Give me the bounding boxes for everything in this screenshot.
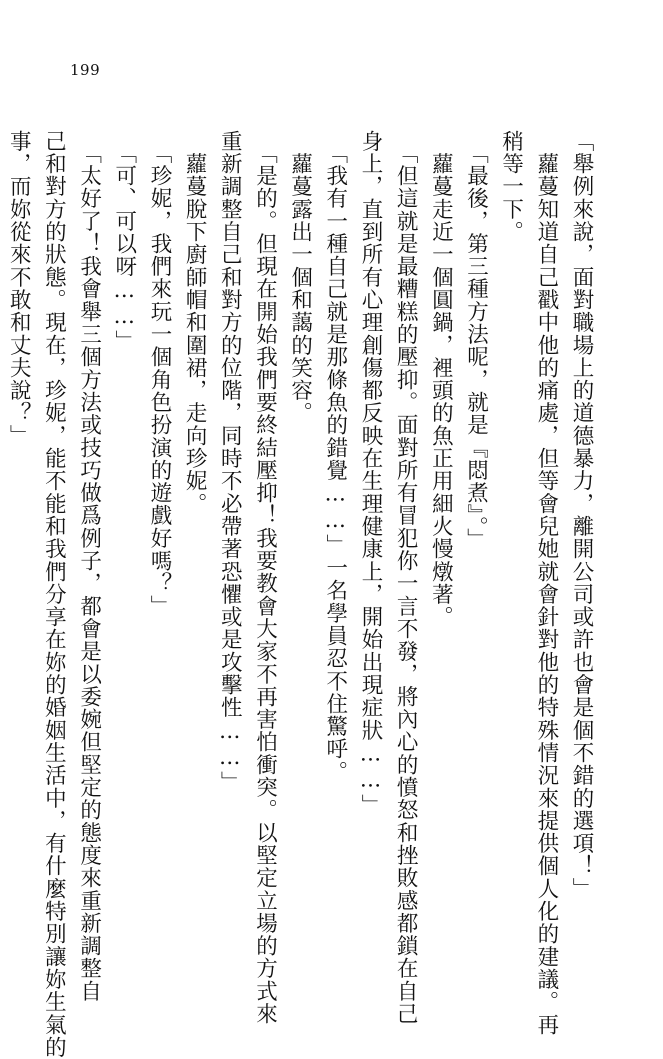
text-line: 身上，直到所有心理創傷都反映在生理健康上，開始出現症狀……」 bbox=[357, 130, 383, 817]
text-line: 「可、可以呀……」 bbox=[111, 130, 137, 353]
text-line: 「舉例來說，面對職場上的道德暴力，離開公司或許也會是個不錯的選項！」 bbox=[569, 130, 594, 901]
text-line: 「我有一種自己就是那條魚的錯覺……」一名學員忍不住驚呼。 bbox=[322, 130, 348, 784]
text-line: 「但這就是最糟糕的壓抑。面對所有冒犯你一言不發，將內心的憤怒和挫敗感都鎖在自己 bbox=[393, 130, 419, 1026]
text-line: 事，而妳從來不敢和丈夫說？」 bbox=[6, 130, 32, 448]
text-line: 稍等一下。 bbox=[498, 130, 524, 244]
text-line: 「最後，第三種方法呢，就是『悶煮』。」 bbox=[463, 130, 489, 551]
text-line: 「是的。但現在開始我們要終結壓抑！我要教會大家不再害怕衝突。以堅定立場的方式來 bbox=[252, 130, 278, 1026]
page-number: 199 bbox=[70, 61, 101, 79]
text-line: 「珍妮，我們來玩一個角色扮演的遊戲好嗎？」 bbox=[146, 130, 172, 618]
text-line: 蘿蔓走近一個圓鍋，裡頭的魚正用細火慢燉著。 bbox=[428, 130, 454, 629]
text-line: 「太好了！我會舉三個方法或技巧做爲例子，都會是以委婉但堅定的態度來重新調整自 bbox=[76, 130, 102, 1003]
text-line: 重新調整自己和對方的位階，同時不必帶著恐懼或是攻擊性……」 bbox=[217, 130, 243, 794]
vertical-text-block bbox=[6, 130, 597, 1059]
text-line: 己和對方的狀態。現在，珍妮，能不能和我們分享在妳的婚姻生活中，有什麼特別讓妳生氣的 bbox=[41, 130, 67, 1059]
text-line: 蘿蔓脫下廚師帽和圍裙，走向珍妮。 bbox=[182, 130, 208, 516]
text-line: 蘿蔓知道自己戳中他的痛處，但等會兒她就會針對他的特殊情況來提供個人化的建議。再 bbox=[533, 130, 559, 1036]
text-line: 蘿蔓露出一個和藹的笑容。 bbox=[287, 130, 313, 425]
